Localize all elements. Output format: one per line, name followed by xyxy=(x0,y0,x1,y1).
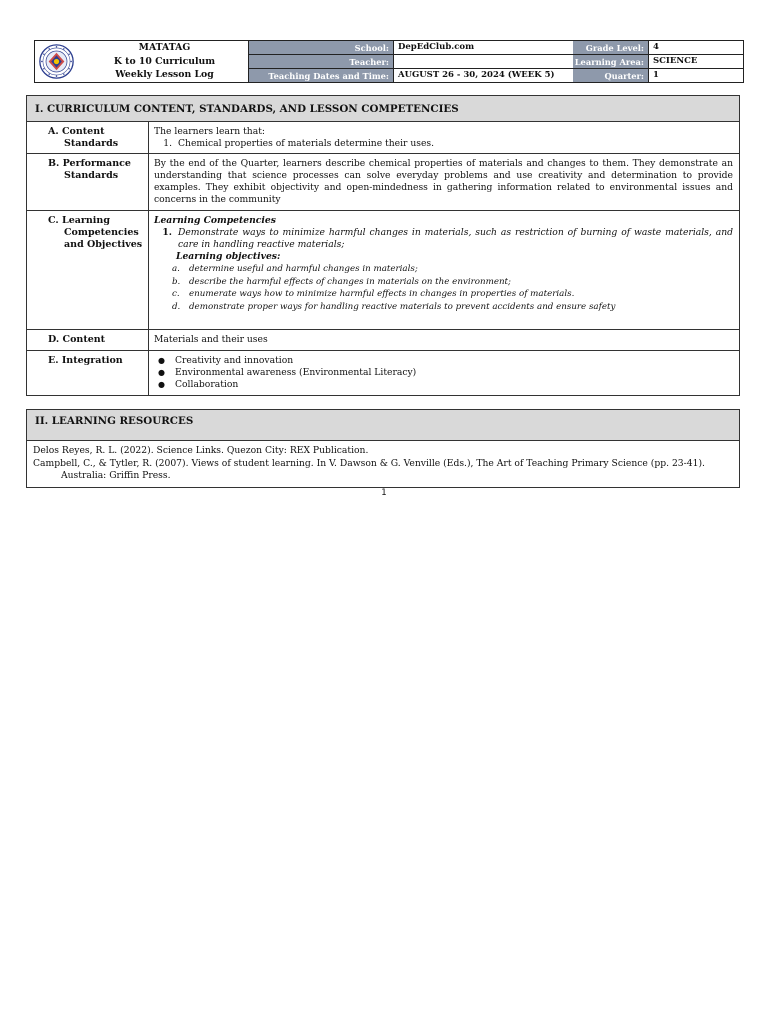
objective-letter: d. xyxy=(172,301,181,312)
objectives-heading: Learning objectives: xyxy=(176,251,281,262)
grade-level-value: 4 xyxy=(653,42,659,52)
row-label xyxy=(27,122,149,153)
competencies-row xyxy=(27,211,739,330)
row-label xyxy=(27,330,149,350)
grade-level-label: Grade Level: xyxy=(573,41,649,55)
performance-standards-text: By the end of the Quarter, learners describe chemical properties of materials and changes to them. They demonstrate an understanding that science processes can solve everyday problems and use creativity and determination to provide examples. They exhibit objectivity and open-mindedness in gathering information related to environmental issues and concerns in the community xyxy=(154,158,733,205)
class-info-grid xyxy=(573,41,743,82)
bullet-text: Environmental awareness (Environmental Literacy) xyxy=(175,367,417,378)
divider xyxy=(573,54,743,55)
item-text: Chemical properties of materials determine their uses. xyxy=(178,138,435,149)
bullet-text: Creativity and innovation xyxy=(175,355,294,366)
content-standards-row xyxy=(27,122,739,154)
integration-list xyxy=(149,351,739,395)
list-item xyxy=(156,367,733,379)
objective-letter: a. xyxy=(172,264,180,274)
quarter-label: Quarter: xyxy=(573,69,649,82)
dates-label: Teaching Dates and Time: xyxy=(249,69,394,82)
school-label: School: xyxy=(249,41,394,55)
row-label-line: Standards xyxy=(64,170,119,181)
learning-area-value: SCIENCE xyxy=(653,56,698,66)
lesson-log-header xyxy=(34,40,744,83)
row-label-line: D. Content xyxy=(48,334,106,345)
performance-standards-row xyxy=(27,154,739,211)
content-standards-text xyxy=(149,122,739,154)
bullet-icon: ● xyxy=(158,368,165,377)
objective-item xyxy=(154,288,733,301)
bullet-icon: ● xyxy=(158,380,165,389)
objective-text: determine useful and harmful changes in materials; xyxy=(189,264,418,274)
title-line-matatag: MATATAG xyxy=(138,42,191,53)
school-value: DepEdClub.com xyxy=(398,42,475,52)
title-line-weekly-log: Weekly Lesson Log xyxy=(115,69,214,81)
bullet-text: Collaboration xyxy=(175,379,239,390)
divider xyxy=(249,54,573,55)
list-item xyxy=(156,379,733,391)
list-item xyxy=(154,227,733,251)
row-label-line: Competencies xyxy=(64,227,139,238)
divider xyxy=(573,68,743,69)
divider xyxy=(249,68,573,69)
section-heading: I. CURRICULUM CONTENT, STANDARDS, AND LESSON COMPETENCIES xyxy=(27,96,739,122)
list-item xyxy=(154,138,733,150)
document-title xyxy=(81,41,249,82)
objective-letter: c. xyxy=(172,289,180,300)
teacher-value xyxy=(394,55,573,69)
dates-value: AUGUST 26 - 30, 2024 (WEEK 5) xyxy=(398,70,555,80)
objective-letter: b. xyxy=(172,276,181,287)
row-label xyxy=(27,154,149,210)
item-number: 1. xyxy=(162,227,172,238)
title-line-curriculum: K to 10 Curriculum xyxy=(113,55,216,67)
item-number: 1. xyxy=(163,138,172,149)
logo-cell xyxy=(35,41,81,82)
competencies-heading: Learning Competencies xyxy=(154,215,276,226)
competencies-content xyxy=(149,211,739,317)
quarter-value: 1 xyxy=(653,70,659,80)
integration-row xyxy=(27,351,739,395)
objective-text: enumerate ways how to minimize harmful effects in changes in properties of materials. xyxy=(189,289,575,300)
row-label xyxy=(27,351,149,395)
content-text: Materials and their uses xyxy=(154,334,268,345)
competency-text: Demonstrate ways to minimize harmful changes in materials, such as restriction of burning of waste materials, and care in handling reactive materials; xyxy=(178,227,733,250)
row-label-line: Standards xyxy=(64,138,119,149)
deped-seal-icon xyxy=(39,44,74,79)
row-label-line: B. Performance xyxy=(48,158,131,169)
school-info-grid xyxy=(249,41,573,82)
row-label-line: C. Learning xyxy=(48,215,110,226)
learning-resources-section xyxy=(26,409,740,488)
content-row xyxy=(27,330,739,351)
objective-text: demonstrate proper ways for handling reactive materials to prevent accidents and ensure safety xyxy=(189,301,616,312)
reference-item: Delos Reyes, R. L. (2022). Science Links. Quezon City: REX Publication. xyxy=(33,445,369,456)
objective-item xyxy=(154,263,733,276)
row-label-line: E. Integration xyxy=(48,355,123,366)
row-label-line: A. Content xyxy=(48,126,105,137)
intro-text: The learners learn that: xyxy=(154,126,265,137)
page-number: 1 xyxy=(381,488,387,498)
resources-list xyxy=(27,441,739,487)
bullet-icon: ● xyxy=(158,356,165,365)
teacher-label: Teacher: xyxy=(249,55,394,69)
row-label xyxy=(27,211,149,329)
objective-text: describe the harmful effects of changes in materials on the environment; xyxy=(189,276,511,287)
learning-area-label: Learning Area: xyxy=(573,55,649,69)
objective-item xyxy=(154,301,733,314)
curriculum-section xyxy=(26,95,740,396)
list-item xyxy=(156,355,733,367)
row-label-line: and Objectives xyxy=(64,239,143,250)
section-heading: II. LEARNING RESOURCES xyxy=(27,410,739,441)
reference-item: Campbell, C., & Tytler, R. (2007). Views of student learning. In V. Dawson & G. Venville (Eds.), The Art of Teaching Primary Science (pp. 23-41). Australia: Griffin Press. xyxy=(33,457,705,481)
objective-item xyxy=(154,276,733,289)
